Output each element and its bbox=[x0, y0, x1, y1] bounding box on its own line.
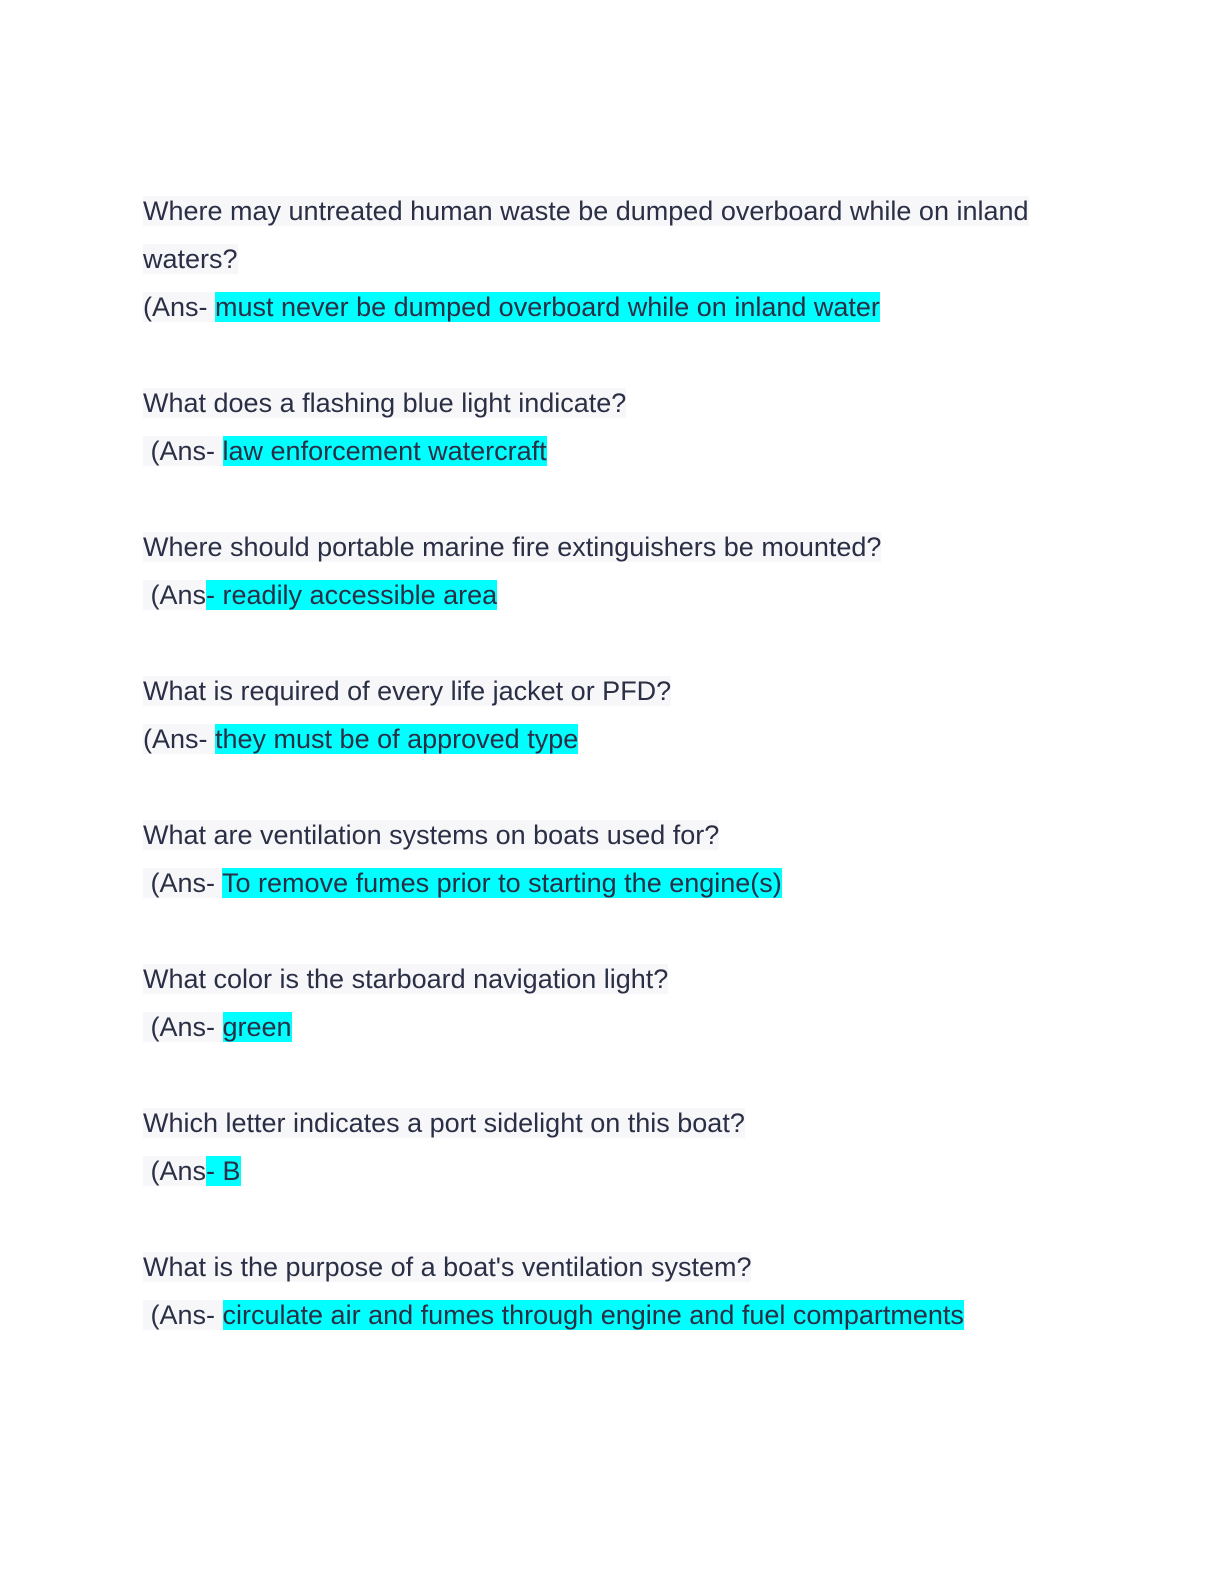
answer-highlight: circulate air and fumes through engine and fuel compartments bbox=[222, 1300, 964, 1330]
answer-highlight: they must be of approved type bbox=[215, 724, 579, 754]
answer bbox=[143, 427, 1083, 475]
question bbox=[143, 1243, 1083, 1291]
question-line: Where should portable marine fire extinguishers be mounted? bbox=[143, 532, 882, 562]
answer-highlight: must never be dumped overboard while on inland water bbox=[215, 292, 880, 322]
answer bbox=[143, 1147, 1083, 1195]
answer bbox=[143, 1291, 1083, 1339]
answer-prefix: (Ans- bbox=[143, 436, 223, 466]
question-line: What is required of every life jacket or PFD? bbox=[143, 676, 672, 706]
qa-item bbox=[143, 379, 1083, 475]
document-page bbox=[143, 187, 1083, 1339]
answer-prefix: (Ans- bbox=[143, 292, 216, 322]
question-line: What color is the starboard navigation light? bbox=[143, 964, 669, 994]
question bbox=[143, 955, 1083, 1003]
answer-prefix: (Ans- bbox=[143, 868, 223, 898]
answer-prefix: (Ans- bbox=[143, 1300, 223, 1330]
answer-highlight: green bbox=[222, 1012, 292, 1042]
qa-item bbox=[143, 811, 1083, 907]
answer-prefix: (Ans bbox=[143, 1156, 207, 1186]
answer-highlight: law enforcement watercraft bbox=[222, 436, 547, 466]
answer bbox=[143, 571, 1083, 619]
qa-item bbox=[143, 1243, 1083, 1339]
question bbox=[143, 379, 1083, 427]
question bbox=[143, 667, 1083, 715]
qa-item bbox=[143, 187, 1083, 331]
qa-item bbox=[143, 955, 1083, 1051]
qa-item bbox=[143, 667, 1083, 763]
answer bbox=[143, 859, 1083, 907]
answer bbox=[143, 1003, 1083, 1051]
question bbox=[143, 523, 1083, 571]
answer-prefix: (Ans bbox=[143, 580, 207, 610]
answer-prefix: (Ans- bbox=[143, 1012, 223, 1042]
answer-highlight: - readily accessible area bbox=[206, 580, 498, 610]
question-line: What is the purpose of a boat's ventilation system? bbox=[143, 1252, 752, 1282]
answer-prefix: (Ans- bbox=[143, 724, 216, 754]
question bbox=[143, 811, 1083, 859]
qa-item bbox=[143, 523, 1083, 619]
question bbox=[143, 187, 1083, 283]
answer bbox=[143, 715, 1083, 763]
answer bbox=[143, 283, 1083, 331]
question-line: Where may untreated human waste be dumped overboard while on inland bbox=[143, 196, 1029, 226]
question-line: What are ventilation systems on boats used for? bbox=[143, 820, 720, 850]
question-line: What does a flashing blue light indicate? bbox=[143, 388, 627, 418]
question bbox=[143, 1099, 1083, 1147]
question-line: Which letter indicates a port sidelight on this boat? bbox=[143, 1108, 745, 1138]
answer-highlight: - B bbox=[206, 1156, 241, 1186]
question-line: waters? bbox=[143, 244, 238, 274]
qa-item bbox=[143, 1099, 1083, 1195]
answer-highlight: To remove fumes prior to starting the engine(s) bbox=[222, 868, 782, 898]
